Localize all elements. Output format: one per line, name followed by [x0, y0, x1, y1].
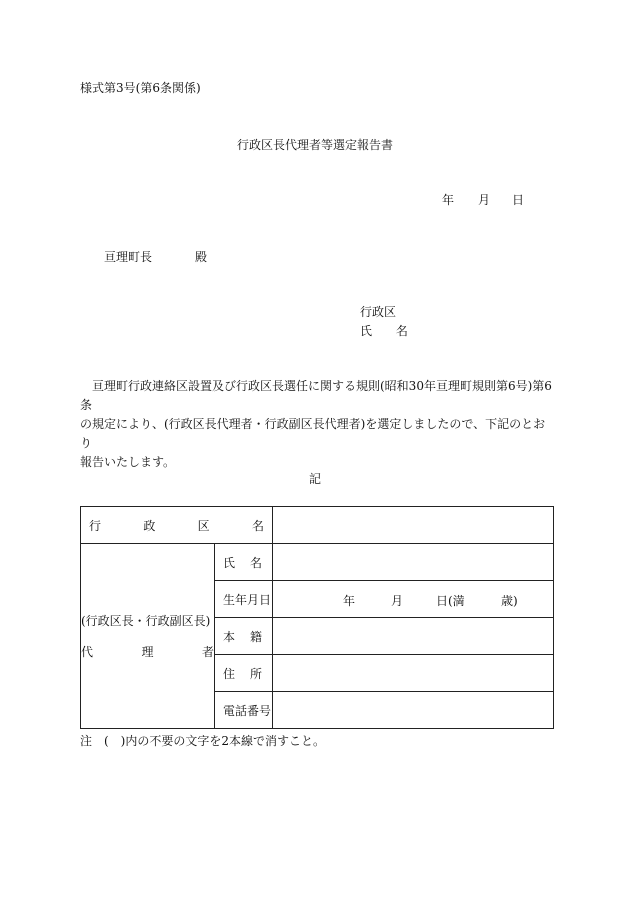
birthdate-value[interactable] [273, 581, 554, 618]
birth-day-age-open: 日(満 [436, 594, 465, 608]
district-name-char: 名 [251, 518, 264, 533]
body-paragraph [80, 377, 552, 472]
birthdate-label-cell [215, 581, 273, 618]
address-char: 住 [223, 666, 236, 681]
reporter-district-label: 行政区 [360, 305, 397, 319]
representative-char: 者 [201, 645, 214, 659]
phone-label: 電話番号 [223, 703, 272, 718]
representative-char: 代 [81, 645, 94, 659]
domicile-char: 本 [223, 629, 236, 644]
date-year-label: 年 [442, 193, 455, 207]
name-value[interactable] [273, 544, 554, 581]
form-number: 様式第3号(第6条関係) [80, 81, 201, 95]
addressee-name: 亘理町長 [104, 250, 153, 264]
domicile-label-cell [215, 618, 273, 655]
document-title: 行政区長代理者等選定報告書 [236, 138, 393, 152]
district-name-char: 区 [197, 518, 210, 533]
body-line-3: 報告いたします。 [80, 455, 176, 469]
district-name-value[interactable] [273, 507, 554, 544]
date-month-label: 月 [478, 193, 491, 207]
representative-title-line1: (行政区長・行政副区長) [81, 614, 211, 628]
reporter-name-label: 氏 名 [360, 324, 418, 338]
address-char: 所 [249, 666, 262, 681]
table-row-district [81, 507, 554, 544]
phone-value[interactable] [273, 692, 554, 729]
district-name-char: 政 [143, 518, 156, 533]
ki-heading: 記 [308, 472, 321, 486]
domicile-value[interactable] [273, 618, 554, 655]
body-line-1: 亘理町行政連絡区設置及び行政区長選任に関する規則(昭和30年亘理町規則第6号)第6条 [80, 379, 552, 412]
report-table [80, 506, 554, 729]
domicile-char: 籍 [249, 629, 262, 644]
date-day-label: 日 [512, 193, 525, 207]
birthdate-label: 生年月日 [223, 592, 272, 607]
name-char: 名 [249, 555, 262, 570]
address-value[interactable] [273, 655, 554, 692]
addressee-honorific: 殿 [195, 250, 208, 264]
name-char: 氏 [223, 555, 236, 570]
representative-title-line2 [81, 643, 214, 660]
birth-year-label: 年 [343, 594, 356, 608]
footnote: 注 ( )内の不要の文字を2本線で消すこと。 [80, 734, 325, 748]
district-name-char: 行 [89, 518, 102, 533]
representative-char: 理 [141, 645, 154, 659]
representative-title-cell [81, 544, 215, 729]
birth-month-label: 月 [391, 594, 404, 608]
name-label-cell [215, 544, 273, 581]
body-line-2: の規定により、(行政区長代理者・行政副区長代理者)を選定しましたので、下記のとおり [80, 417, 546, 450]
district-name-label-cell [81, 507, 273, 544]
birth-age-close: 歳) [501, 594, 518, 608]
table-row-name [81, 544, 554, 581]
address-label-cell [215, 655, 273, 692]
phone-label-cell [215, 692, 273, 729]
